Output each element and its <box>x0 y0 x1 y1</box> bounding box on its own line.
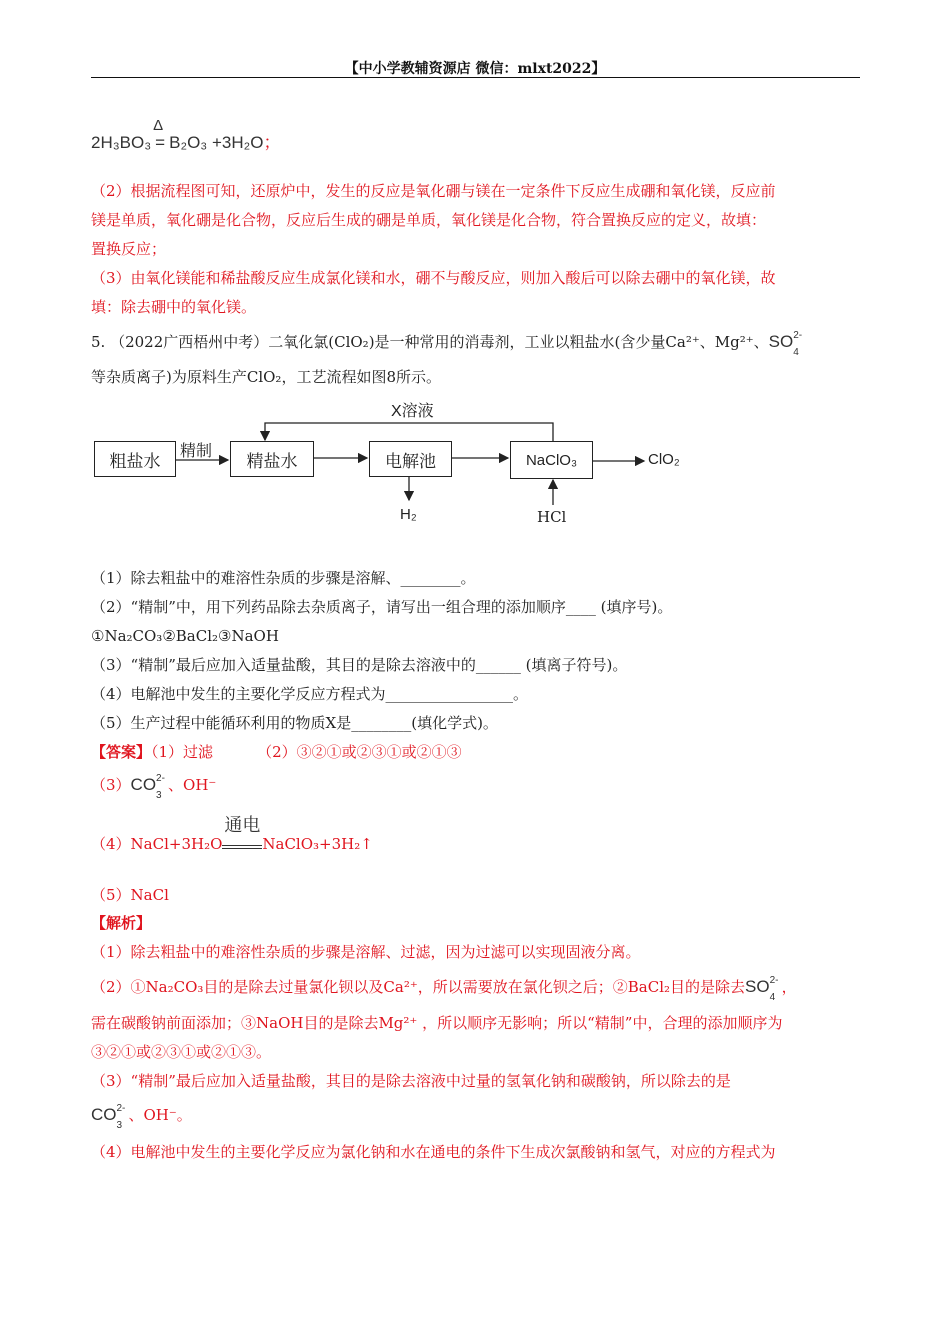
analysis-3-line2: CO 2- 3 、OH⁻。 <box>91 1103 192 1131</box>
prev-answer-2-line2: 镁是单质，氧化硼是化合物，反应后生成的硼是单质，氧化镁是化合物，符合置换反应的定义，故填： <box>91 211 767 229</box>
analysis-tag: 【解析】 <box>91 914 152 932</box>
label-hcl: HCl <box>537 508 567 526</box>
prev-answer-2-line3: 置换反应； <box>91 240 167 258</box>
equation-lhs: 2H₃BO₃ <box>91 133 152 152</box>
question-2-options: ①Na₂CO₃②BaCl₂③NaOH <box>91 627 279 645</box>
answer-5: （5）NaCl <box>91 886 169 904</box>
analysis-carbonate-ion: CO 2- 3 <box>91 1103 126 1131</box>
analysis-4-line1: （4）电解池中发生的主要化学反应为氯化钠和水在通电的条件下生成次氯酸钠和氢气，对应的方程式为 <box>91 1143 776 1161</box>
answer-1: （1）过滤 <box>151 743 214 761</box>
analysis-2-line3: ③②①或②③①或②①③。 <box>91 1043 272 1061</box>
answer-4: （4）NaCl+3H₂O 通电 NaClO₃+3H₂↑ <box>91 815 373 853</box>
electrolysis-sign <box>222 815 262 849</box>
equation-condition: Δ <box>153 117 164 134</box>
question-intro-cont: 等杂质离子)为原料生产ClO₂，工艺流程如图8所示。 <box>91 368 441 386</box>
question-intro-text: 5. （2022广西梧州中考）二氧化氯(ClO₂)是一种常用的消毒剂，工业以粗盐水(含少量Ca²⁺、Mg²⁺、 <box>91 333 769 351</box>
equation-tail: ； <box>263 133 281 152</box>
box-electrolysis: 电解池 <box>369 441 452 477</box>
prev-answer-3-line2: 填：除去硼中的氧化镁。 <box>91 298 257 316</box>
equation-rhs: B₂O₃ +3H₂O <box>169 133 264 152</box>
page-header: 【中小学教辅资源店 微信：mlxt2022】 <box>344 61 606 77</box>
question-2: （2）“精制”中，用下列药品除去杂质离子，请写出一组合理的添加顺序____ (填序号)。 <box>91 598 673 616</box>
sulfate-ion: SO 2- 4 <box>768 330 803 358</box>
answer-2: （2）③②①或②③①或②①③ <box>257 743 462 761</box>
label-clo2: ClO₂ <box>648 451 680 468</box>
question-3: （3）“精制”最后应加入适量盐酸，其目的是除去溶液中的______ (填离子符号)。 <box>91 656 628 674</box>
recycle-line <box>265 423 553 441</box>
analysis-sulfate-ion: SO 2- 4 <box>745 975 779 1003</box>
label-refine: 精制 <box>180 443 213 460</box>
question-1: （1）除去粗盐中的难溶性杂质的步骤是溶解、________。 <box>91 569 476 587</box>
analysis-3-line1: （3）“精制”最后应加入适量盐酸，其目的是除去溶液中过量的氢氧化钠和碳酸钠，所以除去的是 <box>91 1072 731 1090</box>
analysis-2-line1: （2）①Na₂CO₃目的是除去过量氯化钡以及Ca²⁺，所以需要放在氯化钡之后；②BaCl₂目的是除去SO 2- 4 ， <box>91 975 797 1003</box>
electrolysis-condition: 通电 <box>224 815 261 836</box>
answer-tag: 【答案】 <box>91 743 152 761</box>
box-naclo3: NaClO₃ <box>510 441 593 479</box>
box-crude-brine: 粗盐水 <box>94 441 176 477</box>
analysis-2-line2: 需在碳酸钠前面添加；③NaOH目的是除去Mg²⁺ ，所以顺序无影响；所以“精制”中，合理的添加顺序为 <box>91 1014 783 1032</box>
question-5: （5）生产过程中能循环利用的物质X是________(填化学式)。 <box>91 714 498 732</box>
answer-row-1 <box>91 741 462 763</box>
box-pure-brine: 精盐水 <box>230 441 314 477</box>
answer-3: （3）CO 2- 3 、OH⁻ <box>91 773 217 801</box>
equation-sign: = Δ <box>153 117 166 152</box>
label-h2: H₂ <box>400 506 417 523</box>
analysis-1: （1）除去粗盐中的难溶性杂质的步骤是溶解、过滤，因为过滤可以实现固液分离。 <box>91 943 641 961</box>
carbonate-ion: CO 2- 3 <box>130 773 165 801</box>
prev-answer-3-line1: （3）由氧化镁能和稀盐酸反应生成氯化镁和水，硼不与酸反应，则加入酸后可以除去硼中的氧化镁，故 <box>91 269 776 287</box>
prev-answer-2-line1: （2）根据流程图可知，还原炉中，发生的反应是氧化硼与镁在一定条件下反应生成硼和氧化镁，反应前 <box>91 182 776 200</box>
question-4: （4）电解池中发生的主要化学反应方程式为_________________。 <box>91 685 529 703</box>
label-x-solution: X溶液 <box>391 403 434 420</box>
